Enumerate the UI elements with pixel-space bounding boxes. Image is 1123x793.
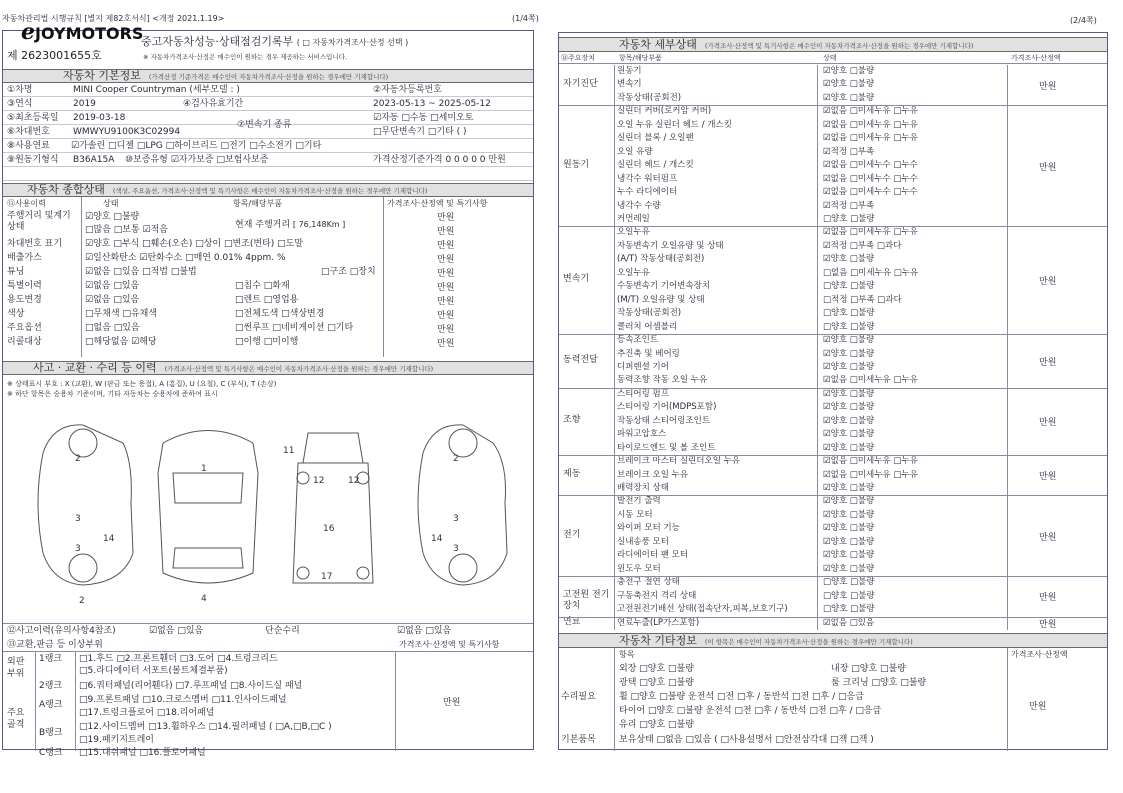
detail-state: □양호 □불량 (823, 604, 875, 615)
detail-state: □적정 □부족 □과다 (823, 294, 902, 305)
detail-cost: 만원 (1039, 162, 1057, 173)
svg-text:11: 11 (283, 446, 295, 456)
detail-state: ☑적정 □부족 □과다 (823, 240, 902, 251)
tuning-label: 튜닝 (7, 267, 25, 277)
color-label: 색상 (7, 309, 25, 319)
page-number-1: (1/4쪽) (512, 14, 539, 23)
usage-label: 용도변경 (7, 295, 42, 305)
detail-item: 변속기 (617, 79, 642, 90)
detail-state: ☑양호 □불량 (823, 79, 875, 90)
detail-item: 실린더 커버(로커암 커버) (617, 106, 712, 117)
detail-cost: 만원 (1039, 357, 1057, 368)
svg-text:2: 2 (453, 454, 459, 464)
recall-options: □해당없음 ☑해당 (85, 337, 157, 347)
cleaning-row: 룸 크리닝 □양호 □불량 (831, 678, 927, 688)
transmission-options-2: □무단변속기 □기타 ( ) (373, 127, 467, 137)
svg-text:2: 2 (75, 454, 81, 464)
rankA-items-2: □17.트렁크플로어 □18.리어패널 (79, 708, 215, 718)
other-info-header: 자동차 기타정보 (이 항목은 매수인이 자동차가격조사·산정을 원하는 경우에만 기재합니다) (559, 633, 1107, 648)
summary-cost: 만원 (437, 297, 455, 307)
detail-item: 윈도우 모터 (617, 563, 661, 574)
detail-state: ☑양호 □불량 (823, 335, 875, 346)
rankA-label: A랭크 (39, 700, 63, 710)
detail-item: 오일 누유 실린더 헤드 / 개스킷 (617, 119, 732, 130)
summary-cost: 만원 (437, 311, 455, 321)
exchange-label: ⑬교환,판금 등 이상부위 (7, 640, 103, 650)
detail-state: ☑없음 □미세누유 □누유 (823, 133, 918, 144)
detail-category: 자기진단 (563, 79, 598, 90)
svg-text:12: 12 (313, 476, 325, 486)
detail-state: ☑양호 □불량 (823, 415, 875, 426)
mileage-amount: □많음 □보통 ☑적음 (85, 225, 168, 235)
summary-header: 자동차 종합상태 (색상, 주요옵션, 가격조사·산정액 및 특기사항은 매수인이 자동차가격조사·산정을 원하는 경우에만 기재합니다) (3, 183, 533, 197)
symbol-legend: ※ 상태표시 부호 : X (교환), W (판금 또는 용접), A (흠집), U (요철), C (부식), T (손상) (7, 380, 277, 388)
recall-label: 리콜대상 (7, 337, 42, 347)
detail-state: ☑양호 □불량 (823, 550, 875, 561)
usage-options-2: □렌트 □영업용 (235, 295, 299, 305)
detail-item: 원동기 (617, 66, 642, 76)
detail-item: 실린더 블록 / 오일팬 (617, 133, 694, 144)
svg-text:17: 17 (321, 572, 333, 582)
detail-item: 오일누유 (617, 227, 650, 238)
glass-row: 유리 □양호 □불량 (619, 720, 694, 730)
detail-item: 라디에이터 팬 모터 (617, 550, 689, 561)
detail-item: 누수 라디에이터 (617, 187, 678, 198)
rank2-items: □6.쿼터패널(리어휀다) □7.루프패널 □8.사이드실 패널 (79, 681, 303, 691)
form-law-reference: 자동차관리법 시행규칙 [별지 제82호서식] <개정 2021.1.19> (2, 14, 225, 23)
detail-cost: 만원 (1039, 82, 1057, 93)
detail-item: 파워고압호스 (617, 429, 667, 440)
summary-cost: 만원 (437, 325, 455, 335)
detail-state: ☑양호 □불량 (823, 483, 875, 494)
detail-state: ☑양호 □불량 (823, 429, 875, 440)
current-mileage: 현재 주행거리 [ 76,148Km ] (235, 220, 346, 230)
rankC-items: □15.대쉬패널 □16.플로어패널 (79, 748, 206, 758)
detail-item: 브레이크 마스터 실린더오일 누유 (617, 456, 741, 467)
detail-item: 브레이크 오일 누유 (617, 469, 689, 480)
detail-item: (A/T) 작동상태(공회전) (617, 254, 705, 265)
simple-repair-label: 단순수리 (265, 626, 300, 636)
detail-state: ☑없음 □미세누유 □누유 (823, 469, 918, 480)
detail-item: 작동상태(공회전) (617, 92, 682, 103)
detail-header: 자동차 세부상태 (가격조사·산정액 및 특기사항은 매수인이 자동차가격조사·산정을 원하는 경우에만 기재합니다) (559, 37, 1107, 52)
detail-item: 실린더 헤드 / 개스킷 (617, 160, 694, 171)
detail-item: (M/T) 오일유량 및 상태 (617, 294, 705, 305)
summary-cost: 만원 (437, 283, 455, 293)
detail-state: □양호 □불량 (823, 321, 875, 332)
svg-text:1: 1 (201, 464, 207, 474)
recall-options-2: □이행 □미이행 (235, 337, 299, 347)
exchange-cost: 만원 (443, 698, 461, 708)
detail-state: ☑없음 □있음 (823, 617, 875, 628)
rankB-label: B랭크 (39, 728, 63, 738)
detail-state: ☑양호 □불량 (823, 388, 875, 399)
detail-item: 오일 유량 (617, 146, 653, 157)
detail-cost: 만원 (1039, 593, 1057, 604)
detail-state: ☑양호 □불량 (823, 348, 875, 359)
detail-state: ☑없음 □미세누수 □누수 (823, 173, 918, 184)
detail-item: 수동변속기 기어변속장치 (617, 281, 711, 292)
summary-col-use: ⑪사용이력 (7, 199, 46, 208)
document-number: 제 2623001655호 (7, 49, 102, 62)
simple-repair-options: ☑없음 □있음 (397, 626, 452, 636)
detail-item: 구동축전지 격리 상태 (617, 590, 697, 601)
detail-item: 냉각수 워터펌프 (617, 173, 678, 184)
detail-state: ☑양호 □불량 (823, 523, 875, 534)
year-label: ③연식 (7, 99, 33, 109)
detail-state: ☑적정 □부족 (823, 146, 875, 157)
accident-table (3, 623, 533, 650)
detail-item: 디퍼렌셜 기어 (617, 361, 669, 372)
validity-label: ④검사유효기간 (183, 99, 244, 109)
detail-item: 고전원전기배선 상태(접속단자,피복,보호기구) (617, 604, 788, 615)
rank2-label: 2랭크 (39, 681, 63, 691)
first-reg-value: 2019-03-18 (73, 113, 126, 123)
detail-state: ☑양호 □불량 (823, 509, 875, 520)
detail-item: 냉각수 수량 (617, 200, 661, 211)
detail-cost: 만원 (1039, 418, 1057, 429)
detail-cost: 만원 (1039, 277, 1057, 288)
detail-item: 충전구 절연 상태 (617, 577, 680, 588)
detail-state: ☑없음 □미세누유 □누유 (823, 227, 918, 238)
svg-text:3: 3 (453, 514, 459, 524)
summary-section (3, 197, 533, 357)
detail-state: ☑적정 □부족 (823, 200, 875, 211)
transmission-label: ⑦변속기 종류 (237, 120, 292, 130)
detail-item: 오일누유 (617, 267, 650, 278)
detail-state: ☑양호 □불량 (823, 92, 875, 103)
detail-state: □양호 □불량 (823, 308, 875, 319)
detail-state: ☑양호 □불량 (823, 66, 875, 76)
warranty-options: ⑩보증유형 ☑자가보증 □보험사보증 (125, 155, 269, 165)
color-options: □무채색 □유채색 (85, 309, 158, 319)
left-side-outline (38, 425, 133, 585)
basic-info-section (3, 83, 533, 188)
year-value: 2019 (73, 99, 96, 109)
car-damage-diagram (13, 403, 523, 603)
motor-label: ⑨원동기형식 (7, 155, 59, 165)
vin-label: ⑥차대번호 (7, 127, 50, 137)
right-side-outline (418, 425, 507, 585)
mileage-label: 주행거리 및계기상태 (7, 211, 71, 232)
detail-item: 타이로드엔드 및 볼 조인트 (617, 442, 716, 453)
detail-item: 작동상태 스티어링조인트 (617, 415, 711, 426)
detail-category: 제동 (563, 469, 581, 480)
other-info-section (559, 648, 1107, 751)
possession-row: 보유상태 □없음 □있음 ( □사용설명서 □안전삼각대 □잭 □잭 ) (619, 735, 874, 745)
rankB-items-2: □19.패키지트레이 (79, 735, 154, 745)
form-note: ※ 자동차가격조사·산정은 매수인이 원하는 경우 제공하는 서비스입니다. (143, 53, 348, 61)
detail-state: ☑양호 □불량 (823, 563, 875, 574)
detail-category: 조향 (563, 415, 581, 426)
page-1 (2, 19, 534, 758)
car-name-label: ①차명 (7, 85, 33, 95)
detail-rows (559, 65, 1107, 630)
other-col-cost: 가격조사·산정액 (1011, 650, 1068, 659)
summary-cost: 만원 (437, 269, 455, 279)
detail-state: ☑양호 □불량 (823, 402, 875, 413)
options-options-2: □썬루프 □네비게이션 □기타 (235, 323, 354, 333)
rankB-items: □12.사이드멤버 □13.휠하우스 □14.필러패널 ( □A,□B,□C ) (79, 722, 332, 732)
exchange-cost-header: 가격조사·산정액 및 특기사항 (399, 640, 500, 649)
detail-item: 동력조향 작동 오일 누유 (617, 375, 708, 386)
basic-info-header: 자동차 기본정보 (가격산정 기준가격은 매수인이 자동차가격조사·산정을 원하는 경우에만 기재합니다) (3, 69, 533, 83)
repair-needed-label: 수리필요 (561, 692, 596, 702)
svg-text:12: 12 (348, 476, 360, 486)
options-options: □없음 □있음 (85, 323, 140, 333)
accident-history-options: ☑없음 □있음 (149, 626, 204, 636)
other-col-item: 항목 (619, 650, 635, 659)
diagram-note: ※ 하단 항목은 승용차 기준이며, 기타 자동차는 승용차에 준하여 표시 (7, 390, 218, 398)
detail-state: ☑없음 □미세누유 □누유 (823, 119, 918, 130)
svg-text:14: 14 (431, 534, 443, 544)
detail-state: ☑없음 □미세누유 □누유 (823, 375, 918, 386)
detail-state: ☑양호 □불량 (823, 254, 875, 265)
mileage-state: ☑양호 □불량 (85, 212, 140, 222)
svg-text:16: 16 (323, 524, 335, 534)
detail-col-headers (559, 52, 1107, 64)
emission-options: ☑일산화탄소 ☑탄화수소 □매연 0.01% 4ppm. % (85, 253, 286, 263)
detail-item: 커먼레일 (617, 213, 650, 224)
detail-item: 배력장치 상태 (617, 483, 669, 494)
special-label: 특별이력 (7, 281, 42, 291)
vin-value: WMWYU9100K3C02994 (73, 127, 181, 137)
motor-value: B36A15A (73, 155, 115, 165)
summary-cost: 만원 (437, 227, 455, 237)
first-reg-label: ⑤최초등록일 (7, 113, 59, 123)
detail-category: 동력전달 (563, 354, 598, 365)
detail-item: 연료누출(LP가스포함) (617, 617, 700, 628)
detail-cost: 만원 (1039, 620, 1057, 631)
special-options-2: □침수 □화재 (235, 281, 290, 291)
accident-history-label: ⑫사고이력(유의사항4참조) (7, 626, 116, 636)
detail-item: 자동변속기 오일유량 및 상태 (617, 240, 724, 251)
usage-options: ☑없음 □있음 (85, 295, 140, 305)
detail-cost: 만원 (1039, 472, 1057, 483)
detail-col-device: ⑭주요장치 (561, 54, 596, 62)
detail-state: ☑양호 □불량 (823, 496, 875, 507)
detail-category: 전기 (563, 529, 581, 540)
summary-col-state: 상태 (103, 199, 119, 208)
joymotors-logo: eJOYMOTORS (21, 19, 144, 45)
rank1-items: □1.후드 □2.프론트휀더 □3.도어 □4.트렁크리드 (79, 654, 278, 664)
color-options-2: □전체도색 □색상변경 (235, 309, 325, 319)
car-name-value: MINI Cooper Countryman (세부모델 : ) (73, 85, 240, 95)
rank1-items-2: □5.라디에이터 서포트(볼트체결부품) (79, 666, 228, 676)
detail-state: □없음 □미세누유 □누유 (823, 267, 919, 278)
accident-header: 사고 · 교환 · 수리 등 이력 (가격조사·산정액 및 특기사항은 매수인이 자동차가격조사·산정을 원하는 경우에만 기재합니다) (3, 361, 533, 375)
detail-state: □양호 □불량 (823, 577, 875, 588)
detail-item: 실내송풍 모터 (617, 536, 669, 547)
detail-state: ☑양호 □불량 (823, 442, 875, 453)
outer-panel-label: 외판 부위 (7, 657, 25, 679)
detail-category: 변속기 (563, 274, 590, 285)
detail-cost: 만원 (1039, 532, 1057, 543)
detail-item: 와이퍼 모터 기능 (617, 523, 680, 534)
rankC-label: C랭크 (39, 748, 63, 758)
detail-state: □양호 □불량 (823, 590, 875, 601)
other-cost: 만원 (1029, 702, 1047, 712)
top-view-outline (158, 431, 258, 584)
fuel-options: ☑가솔린 □디젤 □LPG □하이브리드 □전기 □수소전기 □기타 (71, 141, 322, 151)
detail-state: ☑양호 □불량 (823, 536, 875, 547)
frame-outline (293, 463, 373, 583)
detail-state: □양호 □불량 (823, 281, 875, 292)
summary-cost: 만원 (437, 213, 455, 223)
detail-state: ☑없음 □미세누유 □누유 (823, 456, 918, 467)
tuning-options-2: □구조 □장치 (321, 267, 376, 277)
exterior-row: 외장 □양호 □불량 (619, 664, 694, 674)
tire-row: 타이어 □양호 □불량 운전석 □전 □후 / 동반석 □전 □후 / □응급 (619, 706, 882, 716)
detail-item: 스티어링 기어(MDPS포함) (617, 402, 717, 413)
detail-item: 클러치 어셈블리 (617, 321, 678, 332)
wheel-row: 휠 □양호 □불량 운전석 □전 □후 / 동반석 □전 □후 / □응급 (619, 692, 864, 702)
detail-col-cost: 가격조사·산정액 (1011, 54, 1061, 62)
svg-text:4: 4 (201, 594, 207, 603)
transmission-options: ☑자동 □수동 □세미오토 (373, 113, 474, 123)
tuning-options: ☑없음 □있음 □적법 □불법 (85, 267, 197, 277)
price-basis: 가격산정기준가격 0 0 0 0 0 만원 (373, 155, 506, 165)
summary-col-cost: 가격조사·산정액 및 특기사항 (387, 199, 488, 208)
page-number-2: (2/4쪽) (1070, 16, 1097, 25)
summary-cost: 만원 (437, 241, 455, 251)
vin-mark-label: 차대번호 표기 (7, 239, 63, 249)
svg-text:14: 14 (103, 534, 115, 544)
summary-cost: 만원 (437, 339, 455, 349)
summary-cost: 만원 (437, 255, 455, 265)
detail-item: 스티어링 펌프 (617, 388, 669, 399)
options-label: 주요옵션 (7, 323, 42, 333)
rankA-items: □9.프론트패널 □10.크로스멤버 □11.인사이드패널 (79, 695, 287, 705)
emission-label: 배출가스 (7, 253, 42, 263)
rank1-label: 1랭크 (39, 654, 63, 664)
detail-category: 원동기 (563, 159, 590, 170)
frame-label: 주요 골격 (7, 708, 25, 730)
detail-state: ☑없음 □미세누수 □누수 (823, 187, 918, 198)
svg-text:3: 3 (75, 544, 81, 554)
svg-text:3: 3 (75, 514, 81, 524)
detail-category: 고전원 전기장치 (563, 590, 610, 612)
gloss-row: 광택 □양호 □불량 (619, 678, 694, 688)
detail-col-state: 상태 (823, 54, 837, 62)
interior-row: 내장 □양호 □불량 (831, 664, 906, 674)
detail-item: 등속조인트 (617, 335, 659, 346)
detail-item: 작동상태(공회전) (617, 308, 682, 319)
fuel-label: ⑧사용연료 (7, 141, 50, 151)
page-2 (558, 32, 1108, 750)
detail-state: □양호 □불량 (823, 213, 875, 224)
detail-item: 발전기 출력 (617, 496, 661, 507)
detail-col-item: 항목/해당부품 (619, 54, 662, 62)
detail-item: 추진축 및 베어링 (617, 348, 680, 359)
summary-col-item: 항목/해당부품 (233, 199, 283, 208)
svg-text:2: 2 (79, 596, 85, 603)
vin-mark-options: ☑양호 □부식 □훼손(오손) □상이 □변조(변타) □도말 (85, 239, 304, 249)
validity-value: 2023-05-13 ~ 2025-05-12 (373, 99, 491, 109)
form-title: 중고자동차성능·상태점검기록부 ( □ 자동차가격조사·산정 선택 ) (141, 35, 409, 48)
detail-item: 시동 모터 (617, 509, 653, 520)
special-options: ☑없음 □있음 (85, 281, 140, 291)
detail-state: ☑없음 □미세누수 □누수 (823, 160, 918, 171)
exchange-ranks (3, 651, 533, 758)
basic-items-label: 기본품목 (561, 735, 596, 745)
detail-category: 연료 (563, 617, 581, 628)
registration-label: ②자동차등록번호 (373, 85, 442, 95)
detail-state: ☑없음 □미세누유 □누유 (823, 106, 918, 117)
detail-state: ☑양호 □불량 (823, 361, 875, 372)
svg-text:3: 3 (453, 544, 459, 554)
